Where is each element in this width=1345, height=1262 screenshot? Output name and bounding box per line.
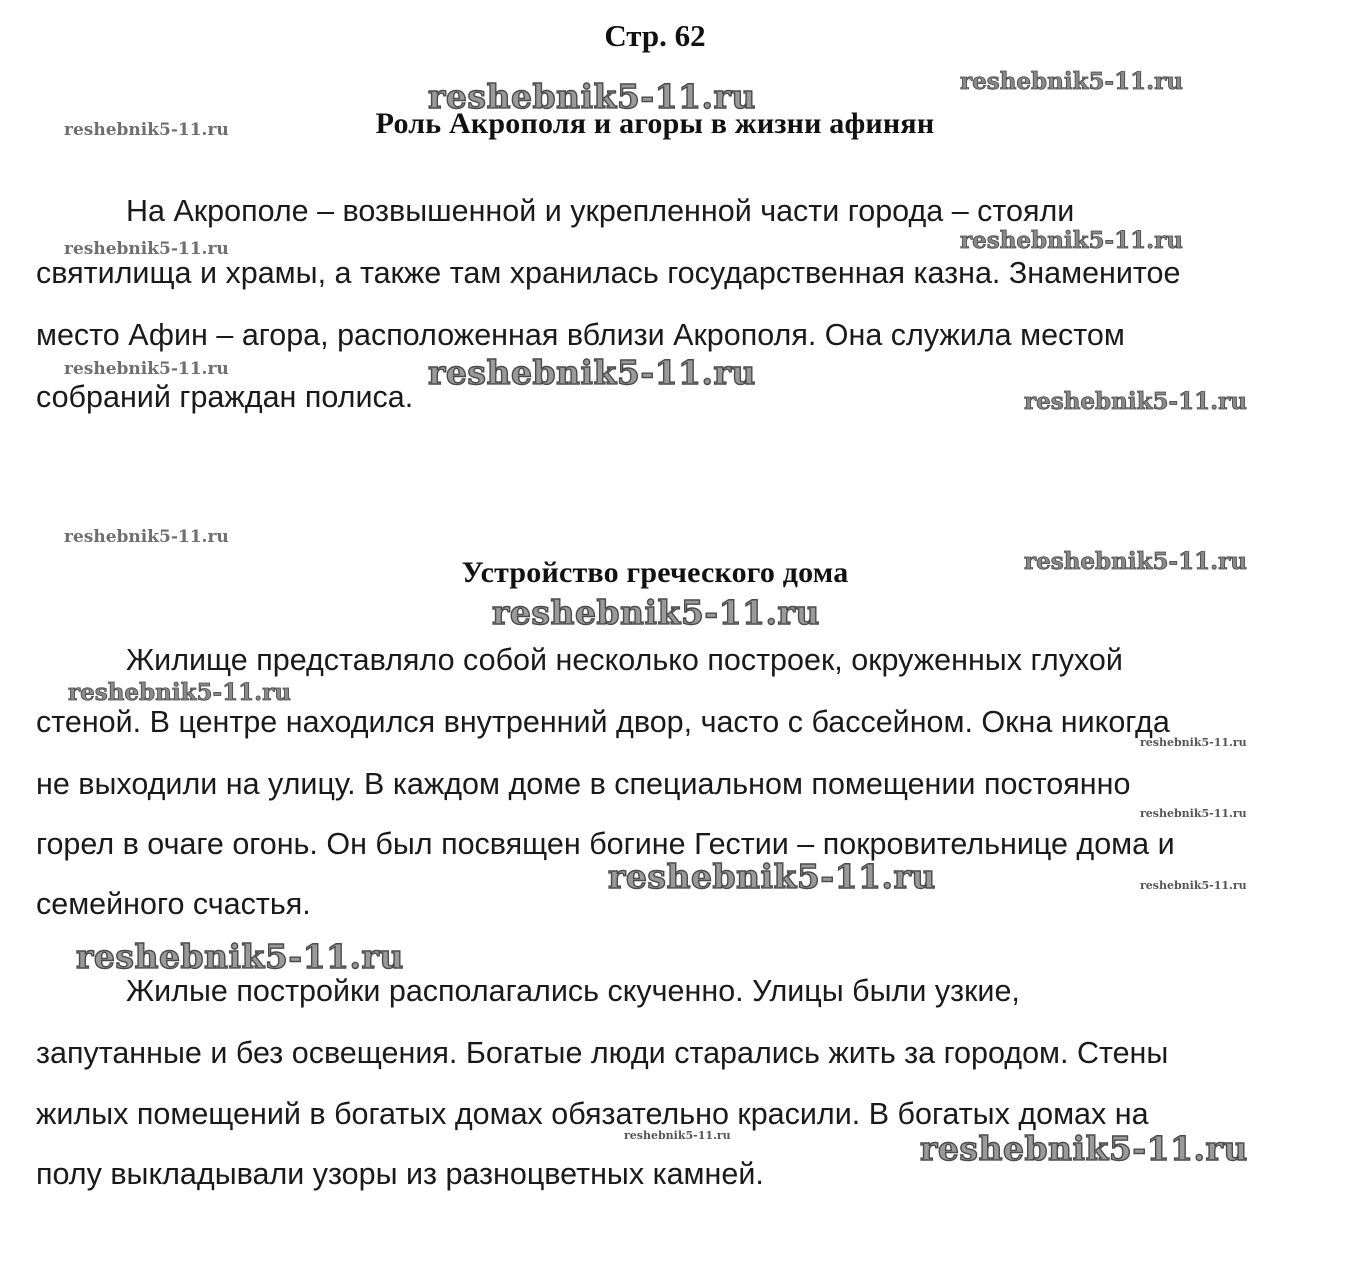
text-line: не выходили на улицу. В каждом доме в специальном помещении постоянно (36, 767, 1131, 801)
watermark: reshebnik5-11.ru (1140, 879, 1247, 892)
watermark: reshebnik5-11.ru (1024, 548, 1247, 575)
text-line: место Афин – агора, расположенная вблизи Акрополя. Она служила местом (36, 318, 1125, 352)
watermark: reshebnik5-11.ru (64, 239, 229, 259)
watermark: reshebnik5-11.ru (68, 679, 291, 706)
section-heading: Устройство греческого дома (461, 556, 849, 589)
watermark: reshebnik5-11.ru (64, 527, 229, 547)
text-line: полу выкладывали узоры из разноцветных камней. (36, 1157, 764, 1191)
watermark: reshebnik5-11.ru (64, 359, 229, 379)
text-line: жилых помещений в богатых домах обязательно красили. В богатых домах на (36, 1097, 1149, 1131)
page-number: Стр. 62 (604, 18, 706, 53)
watermark: reshebnik5-11.ru (960, 68, 1183, 95)
watermark: reshebnik5-11.ru (428, 353, 756, 392)
watermark: reshebnik5-11.ru (64, 120, 229, 140)
text-line: святилища и храмы, а также там хранилась государственная казна. Знаменитое (36, 256, 1181, 290)
text-line: стеной. В центре находился внутренний двор, часто с бассейном. Окна никогда (36, 705, 1170, 739)
text-line: горел в очаге огонь. Он был посвящен богине Гестии – покровительнице дома и (36, 827, 1175, 861)
text-line: собраний граждан полиса. (36, 380, 414, 414)
text-line: На Акрополе – возвышенной и укрепленной части города – стояли (126, 194, 1075, 228)
watermark: reshebnik5-11.ru (960, 227, 1183, 254)
watermark: reshebnik5-11.ru (428, 77, 756, 116)
watermark: reshebnik5-11.ru (1140, 807, 1247, 820)
text-line: запутанные и без освещения. Богатые люди старались жить за городом. Стены (36, 1036, 1169, 1070)
text-line: Жилые постройки располагались скученно. Улицы были узкие, (126, 974, 1020, 1008)
watermark: reshebnik5-11.ru (76, 937, 404, 976)
section-heading: Роль Акрополя и агоры в жизни афинян (375, 107, 935, 140)
watermark: reshebnik5-11.ru (624, 1129, 731, 1142)
watermark: reshebnik5-11.ru (1024, 388, 1247, 415)
watermark: reshebnik5-11.ru (1140, 736, 1247, 749)
watermark: reshebnik5-11.ru (920, 1129, 1248, 1168)
watermark: reshebnik5-11.ru (608, 857, 936, 896)
watermark: reshebnik5-11.ru (492, 593, 820, 632)
text-line: семейного счастья. (36, 887, 311, 921)
text-line: Жилище представляло собой несколько построек, окруженных глухой (126, 643, 1123, 677)
